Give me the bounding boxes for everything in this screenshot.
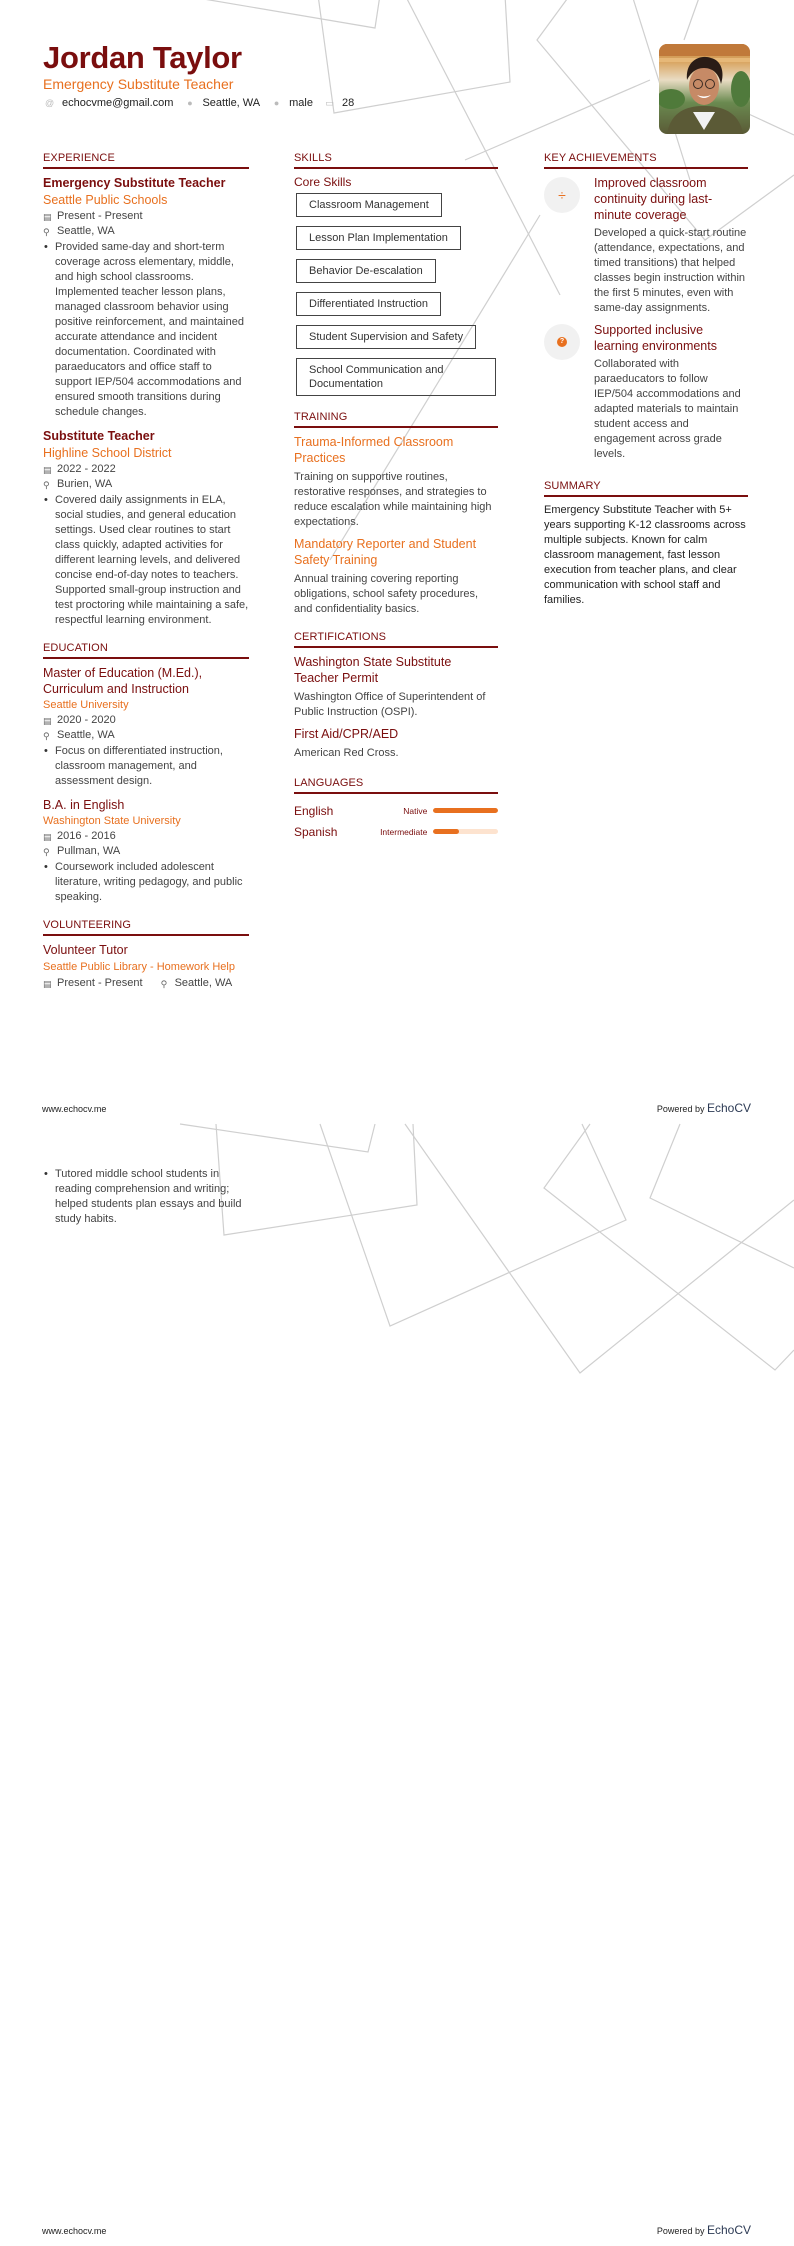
location-text: Pullman, WA [57,845,121,857]
location-icon: ⚲ [43,479,50,490]
job-description: • Covered daily assignments in ELA, social studies, and general education settings. Used clear routines to start class quickly, adapted activities for different learning levels, and delivered concise end-of-day notes to teachers. Supported small-group instruction and test proctoring while maintaining a safe, respectful learning environment. [43,493,249,628]
section-heading-languages: LANGUAGES [294,777,498,794]
skill-chip: School Communication and Documentation [296,358,496,396]
certifications-section [294,631,498,761]
education-dates [43,713,249,728]
training-section [294,411,498,617]
section-heading-summary: SUMMARY [544,480,748,497]
language-proficiency-fill [433,808,498,813]
brand-link[interactable]: EchoCV [706,2223,751,2237]
middle-column [294,152,498,842]
language-row [294,821,498,842]
education-entry [43,665,249,789]
calendar-icon: ▤ [43,211,52,222]
left-column [43,152,249,991]
school-name: Seattle University [43,699,129,711]
calendar-icon: ▤ [43,978,52,989]
location-text: Seattle, WA [174,977,233,989]
brand-link[interactable]: EchoCV [706,1101,751,1115]
powered-by-label: Powered by [656,2226,705,2236]
education-entry [43,797,249,905]
certification-title: First Aid/CPR/AED [294,727,399,741]
language-name: Spanish [294,824,338,839]
job-location [43,477,249,492]
skill-group-label: Core Skills [294,175,352,189]
location-text: Seattle, WA [57,729,115,741]
divide-icon: ÷ [544,177,580,213]
job-dates [43,209,249,224]
volunteer-meta [43,976,249,991]
degree-title: B.A. in English [43,798,125,812]
candidate-name: Jordan Taylor [43,40,242,75]
location-text: Seattle, WA [202,97,261,109]
achievement-item [544,322,748,462]
section-heading-education: EDUCATION [43,642,249,659]
volunteer-title: Volunteer Tutor [43,943,128,957]
job-title: Substitute Teacher [43,429,155,443]
achievement-description: Developed a quick-start routine (attendance, expectations, and timed transitions) that helped classes begin instruction within the first 5 minutes, even with same-day assignments. [594,227,747,314]
contact-location [185,97,260,109]
certification-title: Washington State Substitute Teacher Permit [294,655,452,685]
right-column [544,152,748,608]
achievement-item [544,175,748,316]
experience-section [43,152,249,628]
language-level: Native [403,805,428,816]
volunteer-description: • Tutored middle school students in reading comprehension and writing; helped students plan essays and build study habits. [43,1167,253,1227]
skills-section [294,152,498,405]
achievement-title: Supported inclusive learning environments [594,323,717,353]
section-heading-certifications: CERTIFICATIONS [294,631,498,648]
language-proficiency-bar [433,808,498,813]
education-location [43,728,249,743]
calendar-icon: ▤ [43,464,52,475]
summary-text: Emergency Substitute Teacher with 5+ years supporting K-12 classrooms across multiple subjects. Known for calm classroom management, fast lesson execution from teacher plans, and clear communication with school staff and families. [544,504,746,606]
candidate-title: Emergency Substitute Teacher [43,76,234,92]
degree-title: Master of Education (M.Ed.), Curriculum and Instruction [43,666,203,696]
job-location [43,224,249,239]
job-dates [43,462,249,477]
education-location [43,844,249,859]
volunteer-organization: Seattle Public Library - Homework Help [43,961,235,973]
section-heading-skills: SKILLS [294,152,498,169]
certification-issuer: Washington Office of Superintendent of Public Instruction (OSPI). [294,691,486,718]
location-text: Seattle, WA [57,225,115,237]
education-description: • Focus on differentiated instruction, classroom management, and assessment design. [43,744,249,789]
language-proficiency-fill [433,829,459,834]
skill-chip: Classroom Management [296,193,442,217]
achievement-title: Improved classroom continuity during last-minute coverage [594,176,713,222]
section-heading-volunteering: VOLUNTEERING [43,919,249,936]
profile-photo [659,44,750,134]
section-heading-experience: EXPERIENCE [43,152,249,169]
badge-glyph: ? [557,337,567,347]
certification-issuer: American Red Cross. [294,747,399,759]
location-icon: ⚲ [43,226,50,237]
footer-website-link[interactable]: www.echocv.me [42,1104,107,1114]
location-text: Burien, WA [57,478,113,490]
language-row [294,800,498,821]
skill-chip: Behavior De-escalation [296,259,436,283]
contact-email[interactable] [45,97,173,109]
achievement-description: Collaborated with paraeducators to follow IEP/504 accommodations and adapted materials to maintain student access and engagement across grade levels. [594,358,741,460]
location-icon: ⚲ [43,730,50,741]
resume-page-1 [0,0,794,1115]
training-title: Mandatory Reporter and Student Safety Training [294,537,477,567]
skill-chip: Differentiated Instruction [296,292,441,316]
achievements-section [544,152,748,462]
gender-text: male [289,97,313,109]
job-organization: Seattle Public Schools [43,193,168,207]
education-dates [43,829,249,844]
location-icon: ⚲ [160,978,168,989]
calendar-icon: ▭ [325,97,334,108]
dates-text: 2020 - 2020 [57,714,116,726]
badge-icon [544,324,580,360]
school-name: Washington State University [43,815,181,827]
dates-text: 2016 - 2016 [57,830,116,842]
contact-gender [272,97,313,109]
dates-text: Present - Present [57,210,143,222]
dates-text: 2022 - 2022 [57,463,116,475]
experience-entry [43,428,249,628]
job-title: Emergency Substitute Teacher [43,176,226,190]
training-title: Trauma-Informed Classroom Practices [294,435,454,465]
job-description: • Provided same-day and short-term coverage across elementary, middle, and high school classrooms. Implemented teacher lesson plans, managed classroom behavior using positive reinforcement, and maintained accurate attendance and incident documentation. Coordinated with paraeducators and office staff to support IEP/504 accommodations and ensured smooth transitions during schedule changes. [43,240,249,420]
dates-text: Present - Present [57,977,143,989]
language-name: English [294,803,334,818]
education-section [43,642,249,905]
calendar-icon: ▤ [43,831,52,842]
email-text: echocvme@gmail.com [62,97,174,109]
location-icon: ⚲ [43,846,50,857]
person-icon: ● [273,97,280,108]
section-heading-training: TRAINING [294,411,498,428]
volunteering-section [43,919,249,991]
skill-chip: Lesson Plan Implementation [296,226,461,250]
resume-page-2 [0,1110,794,2246]
training-description: Annual training covering reporting obligations, school safety procedures, and confidentiality basics. [294,573,479,615]
powered-by-label: Powered by [656,1104,705,1114]
summary-section [544,480,748,608]
training-description: Training on supportive routines, restorative responses, and strategies to reduce escalation while maintaining high expectations. [294,471,492,528]
calendar-icon: ▤ [43,715,52,726]
footer-website-link[interactable]: www.echocv.me [42,2226,107,2236]
job-organization: Highline School District [43,446,172,460]
at-icon: @ [45,97,55,108]
skill-chip: Student Supervision and Safety [296,325,476,349]
experience-entry [43,175,249,420]
age-text: 28 [341,97,355,109]
language-level: Intermediate [380,826,428,837]
section-heading-achievements: KEY ACHIEVEMENTS [544,152,748,169]
contact-age [325,97,354,109]
contact-row [45,97,366,109]
location-icon: ● [187,97,193,108]
education-description: • Coursework included adolescent literature, writing pedagogy, and public speaking. [43,860,249,905]
languages-section [294,777,498,842]
footer-powered-by [657,2223,751,2237]
language-proficiency-bar [433,829,498,834]
